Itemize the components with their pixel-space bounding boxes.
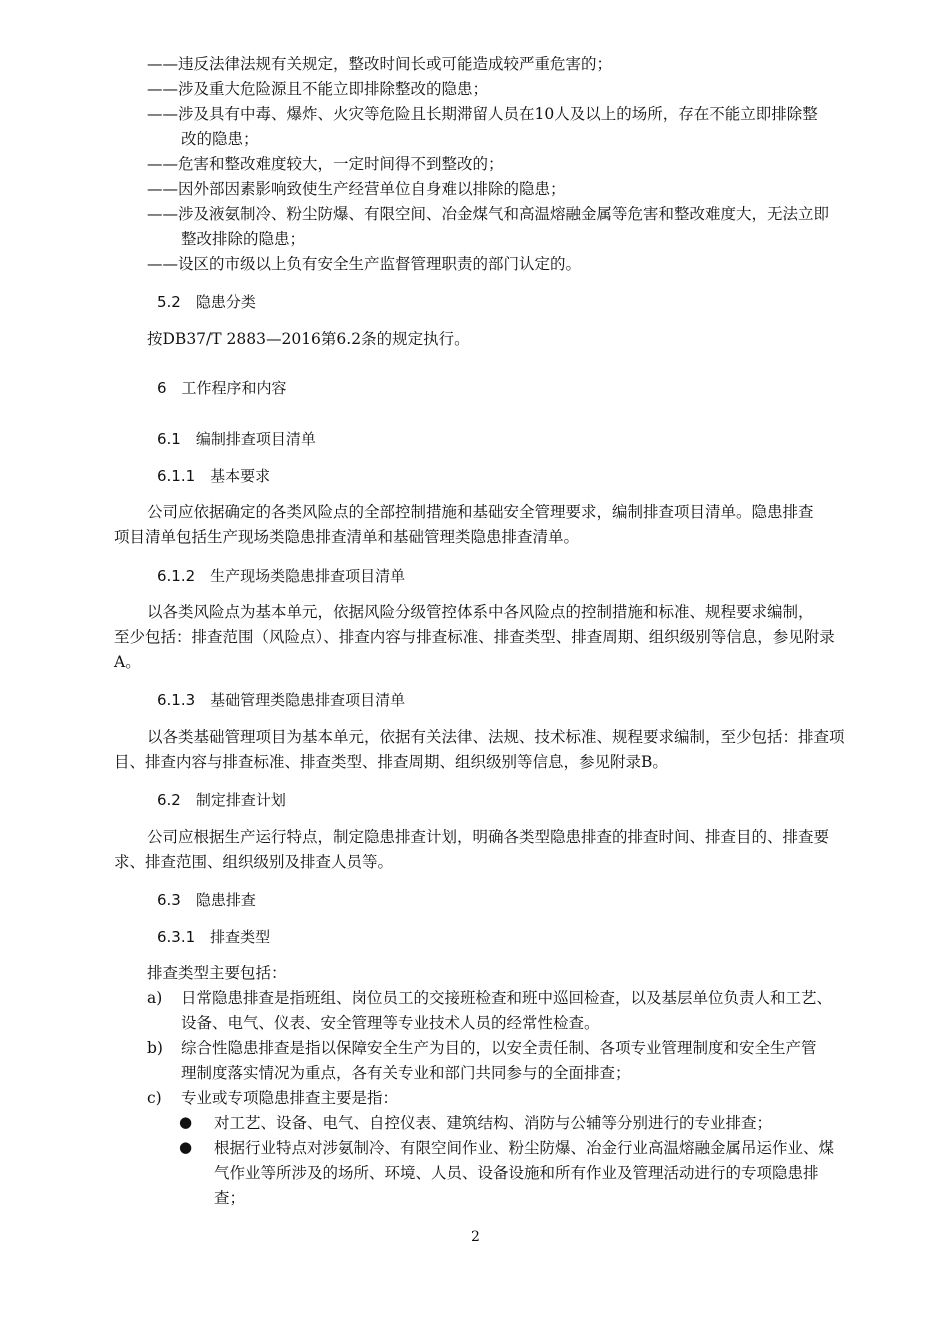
dash-item: ——涉及具有中毒、爆炸、火灾等危险且长期滞留人员在10人及以上的场所，存在不能立即排除整 — [147, 105, 818, 123]
section-heading-6-1-2: 6.1.2 生产现场类隐患排查项目清单 — [157, 567, 406, 585]
bullet-icon: ● — [179, 1113, 193, 1131]
bullet-item-line: 对工艺、设备、电气、自控仪表、建筑结构、消防与公辅等分别进行的专业排查； — [214, 1114, 773, 1132]
list-item-line: 理制度落实情况为重点，各有关专业和部门共同参与的全面排查； — [181, 1064, 631, 1082]
section-heading-6-2: 6.2 制定排查计划 — [157, 791, 286, 809]
dash-item-continuation: 整改排除的隐患； — [181, 230, 306, 248]
section-heading-6-1-3: 6.1.3 基础管理类隐患排查项目清单 — [157, 691, 406, 709]
list-intro: 排查类型主要包括： — [147, 964, 287, 982]
list-item-line: 专业或专项隐患排查主要是指： — [181, 1089, 399, 1107]
bullet-icon: ● — [179, 1138, 193, 1156]
dash-item: ——违反法律法规有关规定，整改时间长或可能造成较严重危害的； — [147, 55, 613, 73]
list-item-line: 综合性隐患排查是指以保障安全生产为目的，以安全责任制、各项专业管理制度和安全生产管 — [181, 1039, 817, 1057]
section-heading-6-1-1: 6.1.1 基本要求 — [157, 467, 271, 485]
list-label-c: c) — [147, 1089, 162, 1107]
paragraph-line: 公司应依据确定的各类风险点的全部控制措施和基础安全管理要求，编制排查项目清单。隐患排查 — [147, 503, 814, 521]
list-label-a: a) — [147, 989, 163, 1007]
paragraph-line: A。 — [114, 653, 141, 671]
dash-item: ——设区的市级以上负有安全生产监督管理职责的部门认定的。 — [147, 255, 582, 273]
paragraph-line: 以各类风险点为基本单元，依据风险分级管控体系中各风险点的控制措施和标准、规程要求编制， — [147, 603, 814, 621]
section-heading-6-3-1: 6.3.1 排查类型 — [157, 928, 271, 946]
section-heading-6-1: 6.1 编制排查项目清单 — [157, 430, 316, 448]
paragraph-line: 目、排查内容与排查标准、排查类型、排查周期、组织级别等信息，参见附录B。 — [114, 753, 668, 771]
dash-item: ——因外部因素影响致使生产经营单位自身难以排除的隐患； — [147, 180, 566, 198]
paragraph-line: 求、排查范围、组织级别及排查人员等。 — [114, 853, 394, 871]
paragraph-line: 至少包括：排查范围（风险点）、排查内容与排查标准、排查类型、排查周期、组织级别等信息，参见附录 — [114, 628, 835, 646]
bullet-item-line: 查； — [214, 1189, 246, 1207]
section-heading-6: 6 工作程序和内容 — [157, 379, 287, 397]
section-heading-6-3: 6.3 隐患排查 — [157, 891, 256, 909]
dash-item: ——涉及重大危险源且不能立即排除整改的隐患； — [147, 80, 489, 98]
paragraph-line: 以各类基础管理项目为基本单元，依据有关法律、法规、技术标准、规程要求编制，至少包括：排查项 — [147, 728, 845, 746]
dash-item: ——危害和整改难度较大，一定时间得不到整改的； — [147, 155, 504, 173]
bullet-item-line: 根据行业特点对涉氨制冷、有限空间作业、粉尘防爆、冶金行业高温熔融金属吊运作业、煤 — [214, 1139, 835, 1157]
page-number: 2 — [471, 1229, 480, 1245]
dash-item: ——涉及液氨制冷、粉尘防爆、有限空间、冶金煤气和高温熔融金属等危害和整改难度大，无法立即 — [147, 205, 830, 223]
list-item-line: 日常隐患排查是指班组、岗位员工的交接班检查和班中巡回检查，以及基层单位负责人和工艺、 — [181, 989, 833, 1007]
list-label-b: b) — [147, 1039, 163, 1057]
paragraph-line: 项目清单包括生产现场类隐患排查清单和基础管理类隐患排查清单。 — [114, 528, 580, 546]
list-item-line: 设备、电气、仪表、安全管理等专业技术人员的经常性检查。 — [181, 1014, 600, 1032]
bullet-item-line: 气作业等所涉及的场所、环境、人员、设备设施和所有作业及管理活动进行的专项隐患排 — [214, 1164, 819, 1182]
dash-item-continuation: 改的隐患； — [181, 130, 259, 148]
paragraph: 按DB37/T 2883—2016第6.2条的规定执行。 — [147, 330, 470, 348]
section-heading-5-2: 5.2 隐患分类 — [157, 293, 256, 311]
paragraph-line: 公司应根据生产运行特点，制定隐患排查计划，明确各类型隐患排查的排查时间、排查目的、排查要 — [147, 828, 830, 846]
